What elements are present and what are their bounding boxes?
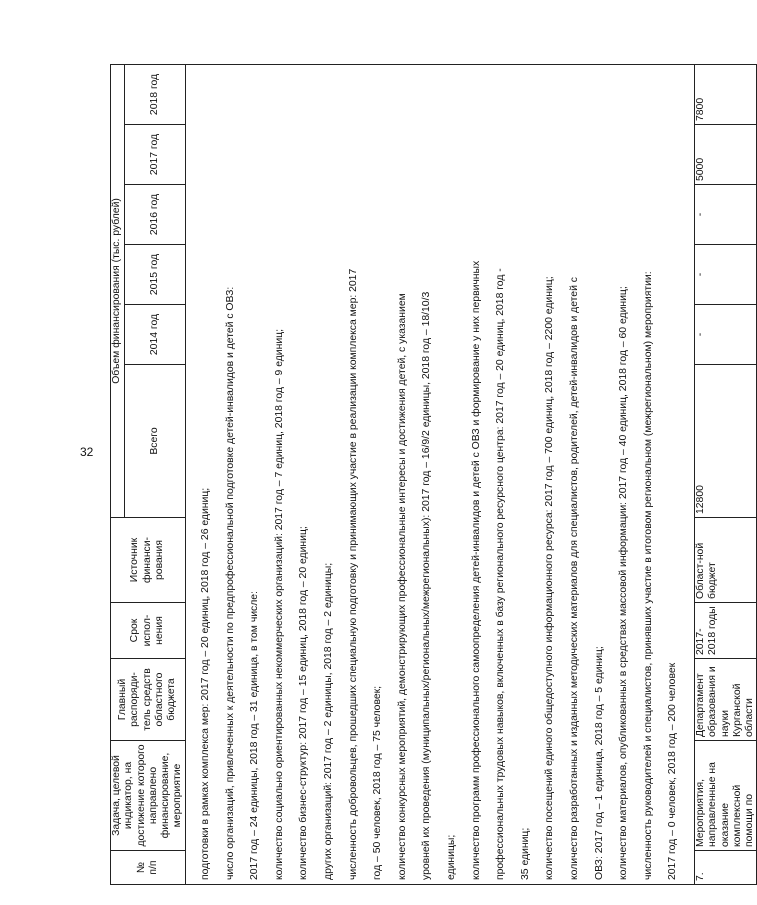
indicator-line: подготовки в рамках комплекса мер: 2017 год – 20 единиц, 2018 год – 26 единиц; xyxy=(200,487,212,880)
header-2018: 2018 год xyxy=(124,64,185,124)
indicator-line: профессиональных трудовых навыков, включенных в базу регионального ресурсного центра: 2017 год – 20 единиц, 2018 год - xyxy=(495,268,507,880)
indicators-text-block xyxy=(185,64,694,884)
indicator-line: 35 единиц; xyxy=(519,827,531,880)
header-num: № п/п xyxy=(111,851,186,885)
financing-table xyxy=(110,64,757,885)
rotated-page-content xyxy=(110,65,756,885)
indicator-line: ОВЗ: 2017 год – 1 единица, 2018 год – 5 единиц; xyxy=(593,646,605,880)
row7-manager: Департамент образования и науки Курганской области xyxy=(694,659,756,741)
row7-2018: 7800 xyxy=(694,64,756,124)
header-manager: Главный распоряди-тель средств областного бюджета xyxy=(111,659,186,741)
indicator-line: уровней их проведения (муниципальных/региональных/межрегиональных): 2017 год – 16/9/2 единицы, 2018 год – 18/10/3 xyxy=(421,291,433,880)
header-volume: Объем финансирования (тыс. рублей) xyxy=(111,64,125,517)
indicator-line: 2017 год – 24 единицы, 2018 год – 31 единица, в том числе: xyxy=(249,591,261,880)
header-row xyxy=(111,64,125,884)
indicator-line: количество социально ориентированных некоммерческих организаций: 2017 год – 7 единиц, 2018 год – 9 единиц; xyxy=(273,329,285,880)
indicators-row xyxy=(185,64,694,884)
indicator-line: количество материалов, опубликованных в средствах массовой информации: 2017 год – 40 единиц, 2018 год – 60 единиц; xyxy=(618,286,630,880)
row7-task: Мероприятия, направленные на оказание комплексной помощи по xyxy=(694,741,756,851)
indicator-line: численность добровольцев, прошедших специальную подготовку и принимающих участие в реализации комплекса мер: 2017 xyxy=(347,268,359,880)
header-2017: 2017 год xyxy=(124,125,185,185)
header-2015: 2015 год xyxy=(124,245,185,305)
header-source: Источник финанси-рования xyxy=(111,518,186,603)
page-number: 32 xyxy=(80,445,94,459)
row7-term: 2017-2018 годы xyxy=(694,603,756,659)
row7-2017: 5000 xyxy=(694,125,756,185)
indicator-line: единицы; xyxy=(446,834,458,880)
row7-total: 12800 xyxy=(694,365,756,518)
indicator-line: численность руководителей и специалистов, принявших участие в итоговом региональном (межрегиональном) мероприятии: xyxy=(642,271,654,880)
row7-source: Област-ной бюджет xyxy=(694,518,756,603)
header-term: Срок испол-нения xyxy=(111,603,186,659)
row7-2014: - xyxy=(694,305,756,365)
row7-2016: - xyxy=(694,185,756,245)
header-2016: 2016 год xyxy=(124,185,185,245)
header-2014: 2014 год xyxy=(124,305,185,365)
table-row-7 xyxy=(694,64,756,884)
indicator-line: количество программ профессионального самоопределения детей-инвалидов и детей с ОВЗ и формирование у них первичных xyxy=(470,260,482,880)
header-task: Задача, целевой индикатор, на достижение которого направлено финансирование, мероприятие xyxy=(111,741,186,851)
indicator-line: других организаций: 2017 год – 2 единицы, 2018 год – 2 единицы; xyxy=(323,562,335,880)
indicator-line: год – 50 человек, 2018 год – 75 человек; xyxy=(372,685,384,880)
indicator-line: число организаций, привлеченных к деятельности по предпрофессиональной подготовке детей-инвалидов и детей с ОВЗ: xyxy=(224,286,236,880)
row7-2015: - xyxy=(694,245,756,305)
header-total: Всего xyxy=(124,365,185,518)
indicator-line: количество бизнес-структур: 2017 год – 15 единиц, 2018 год – 20 единиц; xyxy=(298,526,310,880)
indicator-line: количество посещений единого общедоступного информационного ресурса: 2017 год – 700 единиц, 2018 год – 2200 единиц; xyxy=(544,276,556,880)
indicator-line: 2017 год – 0 человек, 2018 год – 200 человек xyxy=(667,662,679,880)
row7-num: 7. xyxy=(694,851,756,885)
indicator-line: количество разработанных и изданных методических материалов для специалистов, родителей, детей-инвалидов и детей с xyxy=(568,277,580,880)
indicator-line: количество конкурсных мероприятий, демонстрирующих профессиональные интересы и достижения детей, с указанием xyxy=(396,293,408,880)
